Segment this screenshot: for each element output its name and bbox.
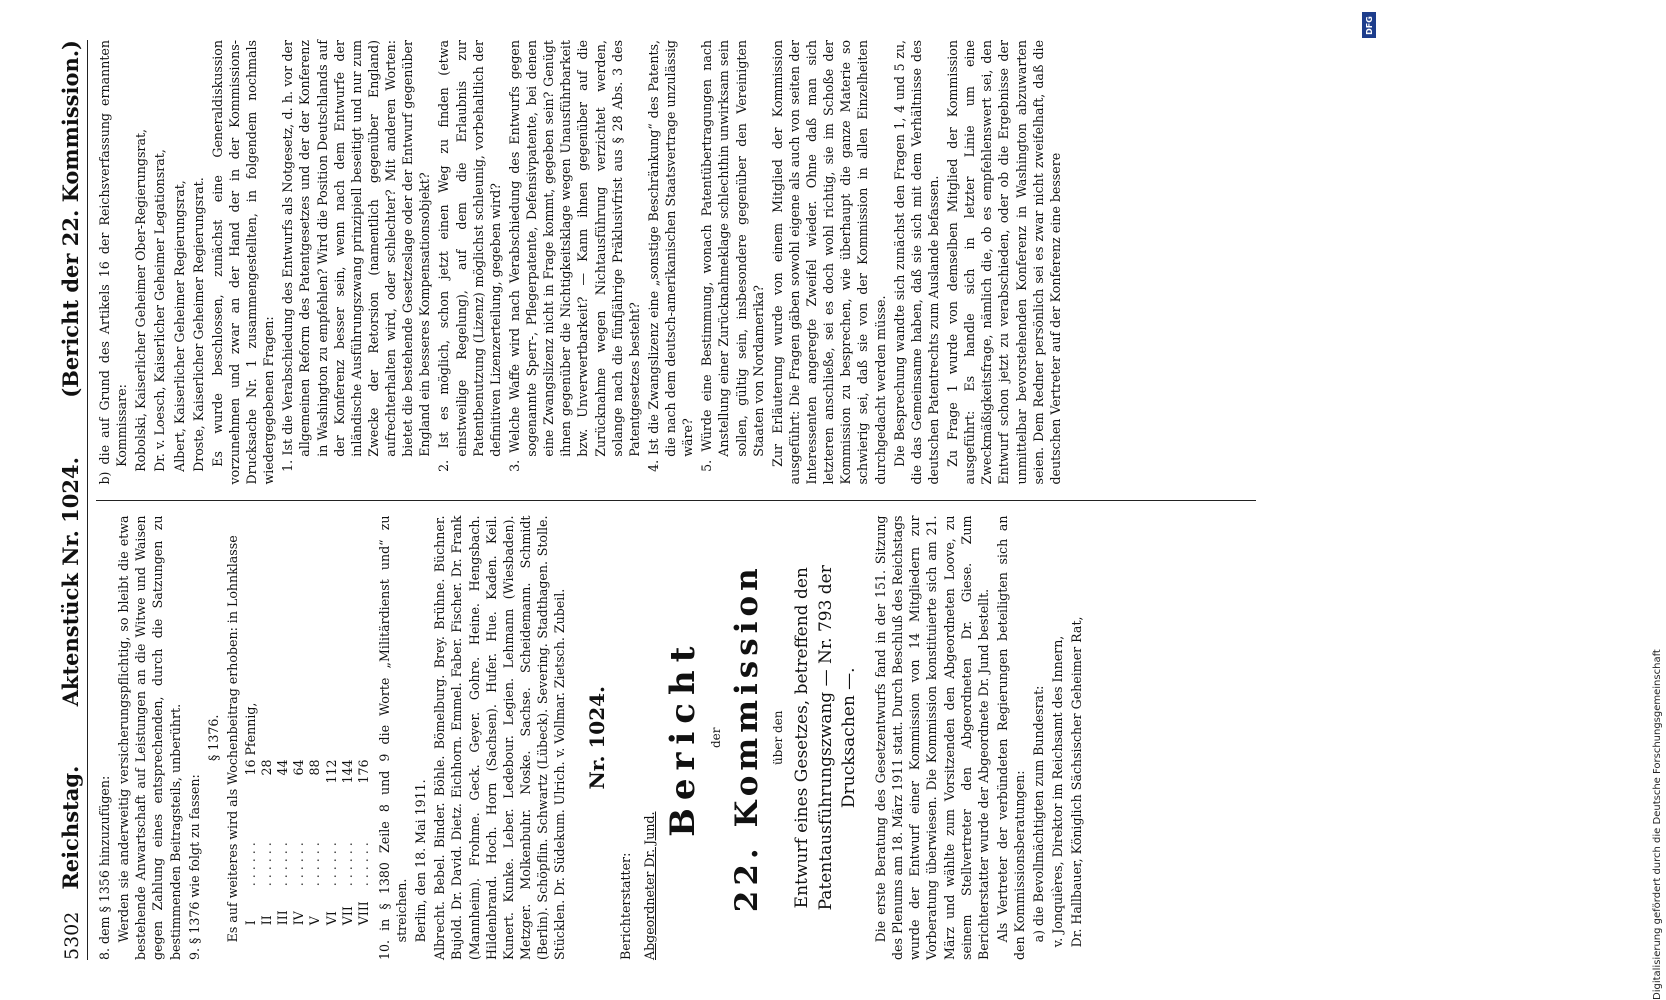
paragraph-plenipotentiaries: a) die Bevollmächtigten zum Bundesrat: [1031, 685, 1047, 943]
page-number: 5302 [61, 911, 83, 960]
left-column [96, 501, 1256, 961]
item-8: 8. dem § 1356 hinzuzufügen: [97, 775, 112, 960]
paragraph-explanation: Zur Erläuterung wurde von einem Mitglied der Kommission ausgeführt: Die Fragen gäben sowohl eigene als auch von seiten der Interessenten angeregte Zweifel wieder. Ohne daß man sich letzteren anschließe, sei es doch wohl richtig, sie im Schoße der Kommission zu besprechen, wie überhaupt die ganze Materie so schwierig sei, daß sie von der Kommission in allen Einzelheiten durchgedacht werden müsse. [769, 40, 888, 485]
contribution-table [243, 678, 372, 927]
berichterstatter-name: Abgeordneter Dr. Jund. [641, 811, 657, 960]
commissioner-droste: Droste, Kaiserlicher Geheimer Regierungsrat. [190, 177, 206, 472]
document-page [40, 0, 1340, 1000]
table-row: VIII . . . . . . 176 [355, 759, 371, 926]
table-row: VI . . . . . . 112 [323, 759, 339, 926]
question-4: 4. Ist die Zwangslizenz eine „sonstige Beschränkung“ des Patents, die nach dem deutsch-amerikanischen Staatsvertrage unzulässig wäre? [645, 40, 696, 472]
bill-title: Entwurf eines Gesetzes, betreffend den Patentausführungszwang — Nr. 793 der Drucksachen —. [791, 565, 860, 911]
question-3: 3. Welche Waffe wird nach Verabschiedung des Entwurfs gegen sogenannte Sperr-, Pflegerpatente, Defensivpatente, bei denen eine Zwangslizenz nicht in Frage kommt, gegeben sein? Genügt ihnen gegenüber die Nichtigkeitsklage wegen Unausführbarkeit bzw. Unverwertbarkeit? — Kann ihnen gegenüber auf die Zurücknahme wegen Nichtausführung verzichtet werden, solange nach die fünfjährige Präklusivfrist aus § 28 Abs. 3 des Patentgesetzes besteht? [506, 40, 642, 472]
paragraph-question-1: Zu Frage 1 wurde von demselben Mitglied der Kommission ausgeführt: Es handle sich in letzter Linie um eine Zweckmäßigkeitsfrage, nämlich die, ob es empfehlenswert sei, den Entwurf schon jetzt zu verabschieden, oder ob die Ergebnisse der unmittelbar bevorstehenden Konferenz in Washington abzuwarten seien. Dem Redner persönlich sei es zwar nicht zweifelhaft, daß die deutschen Vertreter auf der Konferenz eine bessere [945, 40, 1063, 485]
digitization-credit: Digitalisierung gefördert durch die Deutsche Forschungsgemeinschaft [1652, 649, 1663, 1000]
header-right-title: (Bericht der 22. Kommission.) [58, 40, 83, 398]
paragraph-first-reading: Die erste Beratung des Gesetzentwurfs fand in der 151. Sitzung des Plenums am 18. März 1911 statt. Durch Beschluß des Reichstags wurde der Entwurf einer Kommission von 14 Mitgliedern zur Vorberatung überwiesen. Die Kommission konstituierte sich am 21. März und wählte zum Vorsitzenden den Abgeordneten Loove, zu seinem Stellvertreter den Abgeordneten Dr. Giese. Zum Berichterstatter wurde der Abgeordnete Dr. Jund bestellt. [873, 515, 991, 960]
table-row: V . . . . . . 88 [307, 759, 323, 926]
table-row: III . . . . . . 44 [275, 759, 291, 926]
date-line: Berlin, den 18. Mai 1911. [413, 779, 429, 943]
report-title: Bericht [662, 638, 703, 837]
commissioner-robolski: Robolski, Kaiserlicher Geheimer Ober-Regierungsrat, [133, 128, 149, 472]
question-2: 2. Ist es möglich, schon jetzt einen Weg zu finden (etwa einstweilige Regelung), auf dem die Erlaubnis zur Patentbenutzung (Lizenz) möglichst schleunig, vorbehaltlich der definitiven Lizenzerteilung, gegeben wird? [436, 40, 503, 472]
table-row: I . . . . . . 16 Pfennig, [243, 702, 258, 926]
table-row: VII . . . . . . 144 [339, 759, 355, 926]
item-b-commissioners: b) die auf Grund des Artikels 16 der Reichsverfassung ernannten Kommissare: [97, 40, 130, 485]
person-hallbauer: Dr. Hallbauer, Königlich Sächsischer Geheimer Rat, [1069, 616, 1085, 948]
signatories: Albrecht. Bebel. Binder. Böhle. Bömelburg. Brey. Brühne. Büchner. Bujold. Dr. David. Dietz. Eichhorn. Emmel. Faber. Fischer. Dr. Frank (Mannheim). Frohme. Geck. Geyer. Gohre. Heine. Hengsbach. Hildenbrand. Hoch. Horn (Sachsen). Hufer. Hue. Kaden. Keil. Kunert. Kunke. Leber. Ledebour. Legien. Lehmann (Wiesbaden). Metzger. Molkenbuhr. Noske. Sachse. Scheidemann. Schmidt (Berlin). Schöpflin. Schwartz (Lübeck). Severing. Stadthagen. Stolle. Stücklen. Dr. Südekum. Ulrich. v. Vollmar. Zietsch. Zubeil. [432, 515, 568, 960]
paragraph-representatives: Als Vertreter der verbündeten Regierungen beteiligten sich an den Kommissionsberatungen: [994, 515, 1028, 960]
item-9-intro: Es auf weiteres wird als Wochenbeitrag erhoben: in Lohnklasse [224, 535, 240, 943]
question-5: 5. Würde eine Bestimmung, wonach Patentübertragungen nach Anstellung einer Zurücknahmeklage schlechthin unwirksam sein sollen, gültig sein, insbesondere gegenüber den Vereinigten Staaten von Nordamerika? [699, 40, 766, 472]
right-column [96, 40, 1256, 501]
dfg-logo: DFG [1362, 12, 1376, 38]
table-row: II . . . . . . 28 [259, 759, 275, 926]
commissioner-albert: Albert, Kaiserlicher Geheimer Regierungsrat, [171, 180, 187, 472]
commission-title: 22. Kommission [729, 563, 766, 913]
der-label: der [708, 727, 723, 749]
item-9: 9. § 1376 wie folgt zu fassen: [186, 774, 202, 960]
item-10: 10. in § 1380 Zeile 8 und 9 die Worte „Militärdienst und“ zu streichen. [376, 515, 409, 960]
table-row: IV . . . . . . 64 [291, 759, 307, 926]
paragraph-general-discussion: Es wurde beschlossen, zunächst eine Generaldiskussion vorzunehmen und zwar an der Hand der in der Kommissions-Drucksache Nr. 1 zusammengestellten, in folgendem nochmals wiedergegebenen Fragen: [209, 40, 277, 485]
question-1: 1. Ist die Verabschiedung des Entwurfs als Notgesetz, d. h. vor der allgemeinen Reform des Patentgesetzes und der der Konferenz in Washington zu empfehlen? Wird die Position Deutschlands auf der Konferenz besser sein, wenn nach dem Entwurfe der inländische Ausführungszwang prinzipiell beseitigt und nur zum Zwecke der Retorsion (namentlich gegenüber England) aufrechterhalten wird, oder schlechter? Mit anderen Worten: bietet die bestehende Gesetzeslage oder der Entwurf gegenüber England ein besseres Kompensationsobjekt? [280, 40, 433, 472]
item-8-body: Werden sie anderweitig versicherungspflichtig, so bleibt die etwa bestehende Anwartschaft auf Leistungen an die Witwe und Waisen gegen Zahlung eines entsprechenden, durch die Satzungen zu bestimmenden Beitragsteils, unberührt. [116, 515, 183, 960]
commissioner-loesch: Dr. v. Loesch, Kaiserlicher Geheimer Legationsrat, [152, 149, 168, 472]
item-9-section: § 1376. [205, 714, 221, 761]
header-left-title: Reichstag. [58, 765, 83, 890]
person-jonquieres: v. Jonquières, Direktor im Reichsamt des Innern, [1050, 635, 1066, 948]
paragraph-discussion-start: Die Besprechung wandte sich zunächst den Fragen 1, 4 und 5 zu, die das Gemeinsame haben, daß sie sich mit dem Verhältnisse des deutschen Patentrechts zum Auslande befassen. [891, 40, 941, 485]
header-center-title: Aktenstück Nr. 1024. [58, 457, 83, 707]
document-number-heading: Nr. 1024. [585, 685, 610, 790]
page-header [58, 40, 88, 960]
ueber-den-label: über den [771, 710, 786, 766]
berichterstatter-label: Berichterstatter: [618, 852, 634, 960]
